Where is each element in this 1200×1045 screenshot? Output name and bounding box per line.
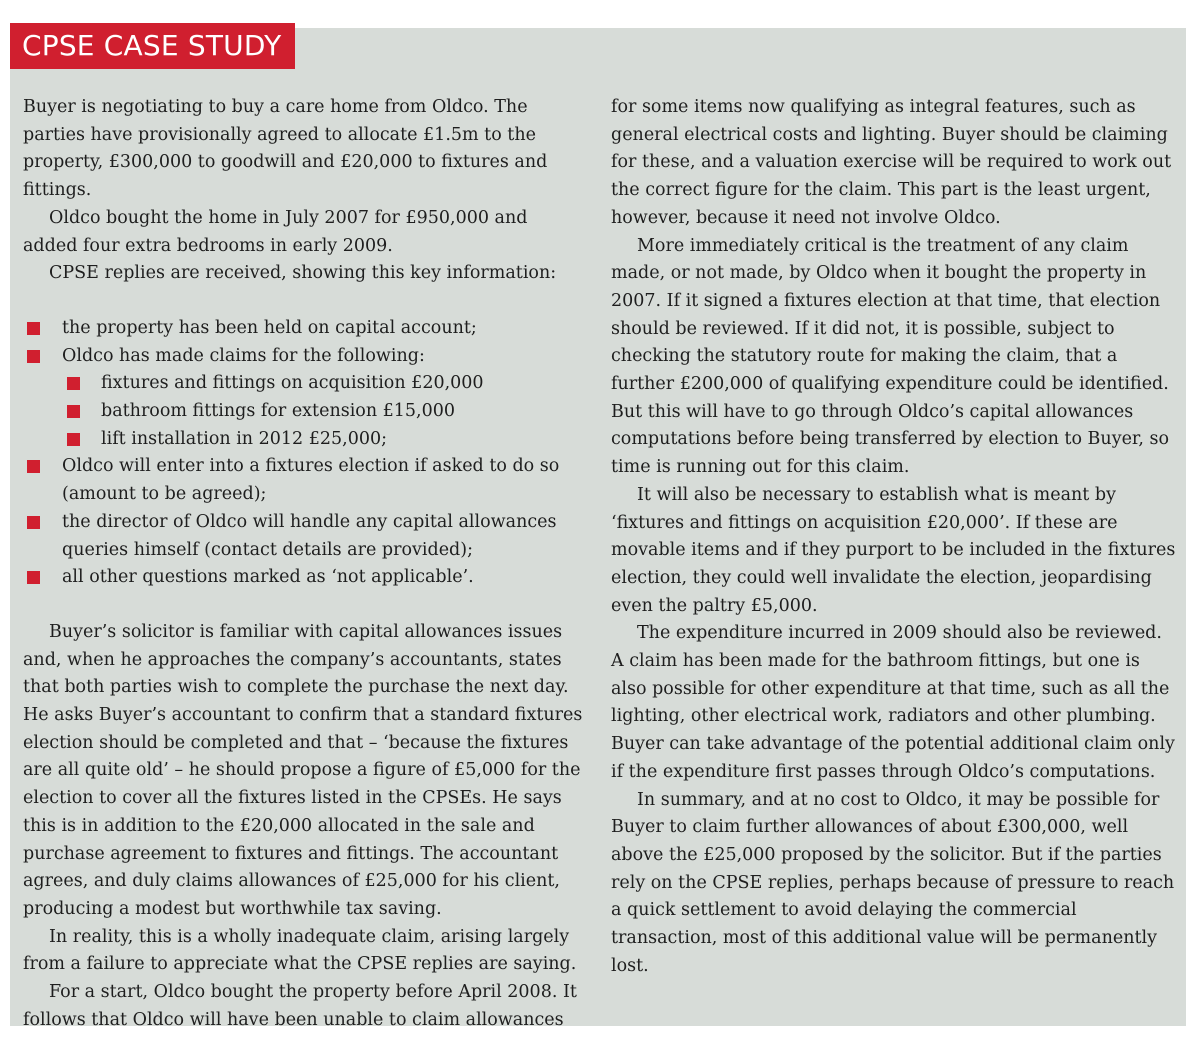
spacer (23, 288, 583, 315)
sub-list-item (23, 426, 583, 454)
red-square-bullet-icon (27, 460, 40, 473)
cpse-replies-list (23, 315, 583, 592)
paragraph: In summary, and at no cost to Oldco, it may be possible for Buyer to claim further allowances of about £300,000, well above the £25,000 proposed by the solicitor. But if the parties rely on the CPSE replies, perhaps because of pressure to reach a quick settlement to avoid delaying the commercial transaction, most of this additional value will be permanently lost. (611, 789, 1175, 976)
red-square-bullet-icon (67, 405, 80, 418)
sub-list-item (23, 398, 583, 426)
paragraph: Oldco bought the home in July 2007 for £950,000 and added four extra bedrooms in early 2009. (23, 207, 528, 256)
paragraph: CPSE replies are received, showing this key information: (49, 263, 557, 284)
red-square-bullet-icon (27, 516, 40, 529)
red-square-bullet-icon (67, 433, 80, 446)
list-item-text: lift installation in 2012 £25,000; (101, 428, 387, 449)
list-item-text: Oldco will enter into a fixtures election if asked to do so (amount to be agreed); (62, 456, 560, 505)
paragraph: In reality, this is a wholly inadequate claim, arising largely from a failure to appreciate what the CPSE replies are saying. (23, 926, 577, 975)
list-item (23, 315, 583, 343)
list-item-text: the property has been held on capital account; (62, 317, 477, 338)
list-item (23, 343, 583, 371)
paragraph: The expenditure incurred in 2009 should also be reviewed. A claim has been made for the bathroom fittings, but one is also possible for other expenditure at that time, such as all the lighting, other electrical work, radiators and other plumbing. Buyer can take advantage of the potential additional claim only if the expenditure first passes through Oldco’s computations. (611, 623, 1175, 782)
list-item-text: bathroom fittings for extension £15,000 (101, 401, 456, 422)
red-square-bullet-icon (27, 350, 40, 363)
list-item-text: Oldco has made claims for the following: (62, 345, 425, 366)
red-square-bullet-icon (27, 322, 40, 335)
right-column (611, 94, 1176, 981)
list-item (23, 509, 583, 564)
case-study-heading: CPSE CASE STUDY (10, 23, 295, 69)
list-item-text: the director of Oldco will handle any capital allowances queries himself (contact details are provided); (62, 511, 557, 560)
left-column (23, 94, 583, 1035)
spacer (23, 592, 583, 619)
paragraph: For a start, Oldco bought the property before April 2008. It follows that Oldco will have been unable to claim allowances (23, 982, 577, 1030)
paragraph: Buyer’s solicitor is familiar with capital allowances issues and, when he approaches the company’s accountants, states that both parties wish to complete the purchase the next day. He asks Buyer’s accountant to confirm that a standard fixtures election should be completed and that – ‘because the fixtures are all quite old’ – he should propose a figure of £5,000 for the election to cover all the fixtures listed in the CPSEs. He says this is in addition to the £20,000 allocated in the sale and purchase agreement to fixtures and fittings. The accountant agrees, and duly claims allowances of £25,000 for his client, producing a modest but worthwhile tax saving. (23, 621, 583, 919)
list-item (23, 453, 583, 508)
list-item-text: all other questions marked as ‘not applicable’. (62, 567, 474, 588)
paragraph: for some items now qualifying as integral features, such as general electrical costs and lighting. Buyer should be claiming for these, and a valuation exercise will be required to work out the correct figure for the claim. This part is the least urgent, however, because it need not involve Oldco. (611, 97, 1172, 228)
list-item-text: fixtures and fittings on acquisition £20,000 (101, 373, 484, 394)
paragraph: More immediately critical is the treatment of any claim made, or not made, by Oldco when it bought the property in 2007. If it signed a fixtures election at that time, that election should be reviewed. If it did not, it is possible, subject to checking the statutory route for making the claim, that a further £200,000 of qualifying expenditure could be identified. But this will have to go through Oldco’s capital allowances computations before being transferred by election to Buyer, so time is running out for this claim. (611, 235, 1170, 478)
sub-list-item (23, 370, 583, 398)
red-square-bullet-icon (27, 571, 40, 584)
list-item (23, 564, 583, 592)
red-square-bullet-icon (67, 377, 80, 390)
paragraph: It will also be necessary to establish what is meant by ‘fixtures and fittings on acquisition £20,000’. If these are movable items and if they purport to be included in the fixtures election, they could well invalidate the election, jeopardising even the paltry £5,000. (611, 484, 1176, 616)
paragraph: Buyer is negotiating to buy a care home from Oldco. The parties have provisionally agreed to allocate £1.5m to the property, £300,000 to goodwill and £20,000 to fixtures and fittings. (23, 97, 548, 201)
